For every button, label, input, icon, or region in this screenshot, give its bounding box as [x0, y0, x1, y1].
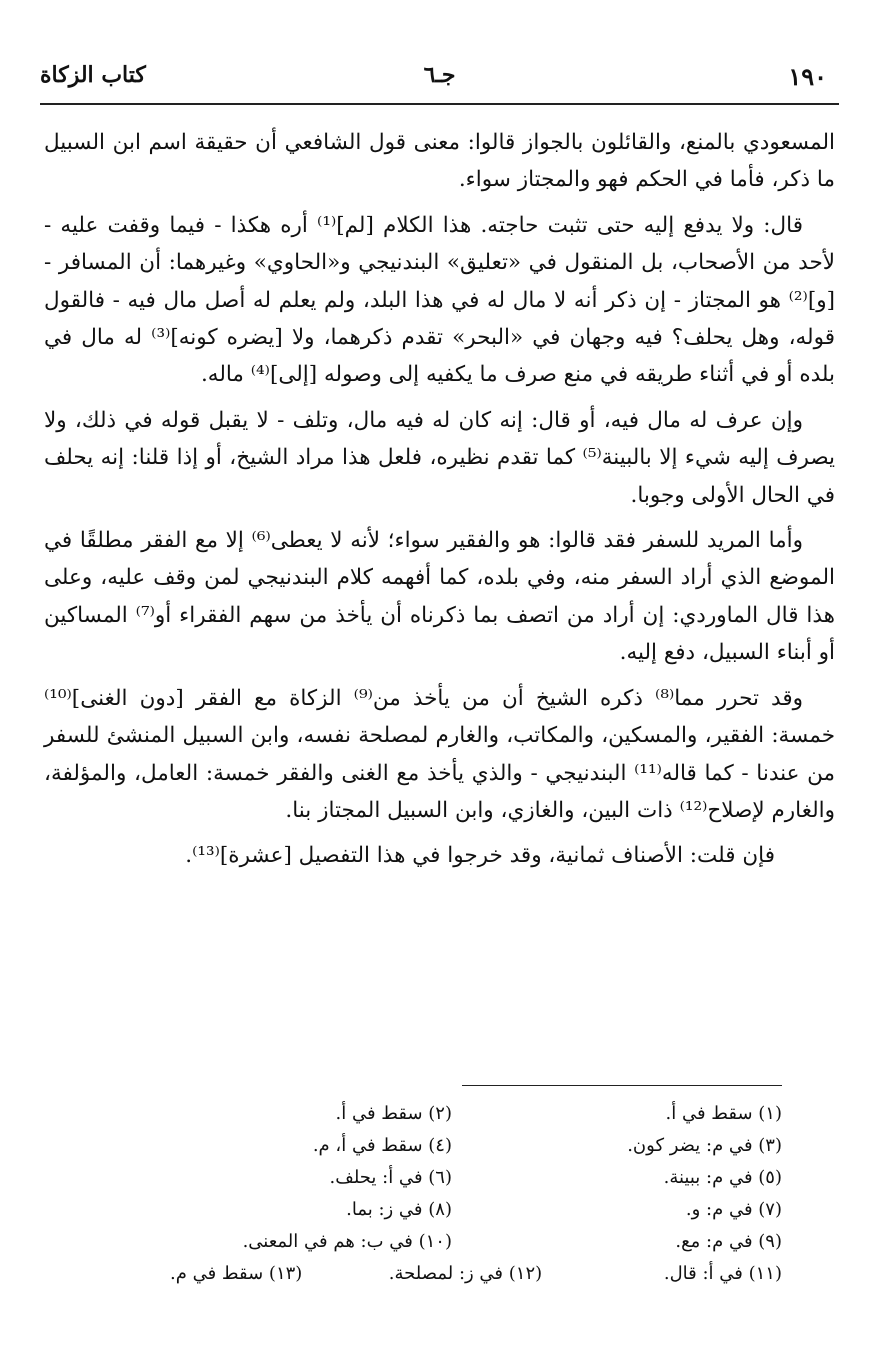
header-rule — [40, 103, 839, 105]
paragraph: وإن عرف له مال فيه، أو قال: إنه كان له فيه مال، وتلف - لا يقبل قوله في ذلك، ولا يصرف إليه شيء إلا بالبينة⁽⁵⁾ كما تقدم نظيره، فلعل هذا مراد الشيخ، أو إذا قلنا: إنه يحلف في الحال الأولى وجوبا. — [44, 407, 835, 508]
footnote: (٣) في م: يضر كون. — [627, 1135, 782, 1156]
paragraph: وقد تحرر مما⁽⁸⁾ ذكره الشيخ أن من يأخذ من⁽⁹⁾ الزكاة مع الفقر [دون الغنى]⁽¹⁰⁾ خمسة: الفقير، والمسكين، والمكاتب، والغارم لمصلحة نفسه، وابن السبيل المنشئ للسفر من عندنا - كما قاله⁽¹¹⁾ البندنيجي - والذي يأخذ مع الغنى والفقر خمسة: العامل، والمؤلفة، والغارم لإصلاح⁽¹²⁾ ذات البين، والغازي، وابن السبيل المجتاز بنا. — [44, 685, 835, 823]
footnote: (٤) سقط في أ، م. — [312, 1135, 452, 1156]
main-text — [44, 124, 835, 883]
paragraph: المسعودي بالمنع، والقائلون بالجواز قالوا: معنى قول الشافعي أن حقيقة اسم ابن السبيل ما ذكر، فأما في الحكم فهو والمجتاز سواء. — [44, 130, 835, 193]
footnote: (٨) في ز: بما. — [346, 1199, 452, 1220]
footnote-row — [170, 1098, 782, 1130]
page-number: ١٩٠ — [788, 62, 827, 91]
footnote: (٦) في أ: يحلف. — [329, 1167, 452, 1188]
page-header — [40, 62, 839, 102]
footnote: (٩) في م: مع. — [675, 1231, 782, 1252]
footnote: (٧) في م: و. — [685, 1199, 782, 1220]
footnote-row — [170, 1194, 782, 1226]
volume-label: جـ٦ — [423, 62, 456, 88]
footnote: (١٣) سقط في م. — [170, 1263, 303, 1284]
footnote: (١٢) في ز: لمصلحة. — [388, 1263, 543, 1284]
footnote: (١١) في أ: قال. — [663, 1263, 782, 1284]
paragraph: فإن قلت: الأصناف ثمانية، وقد خرجوا في هذا التفصيل [عشرة]⁽¹³⁾. — [185, 843, 775, 869]
footnote: (١) سقط في أ. — [665, 1103, 782, 1124]
footnotes — [170, 1098, 782, 1290]
footnote-row — [170, 1130, 782, 1162]
paragraph: وأما المريد للسفر فقد قالوا: هو والفقير سواء؛ لأنه لا يعطى⁽⁶⁾ إلا مع الفقر مطلقًا في الموضع الذي أراد السفر منه، وفي بلده، كما أفهمه كلام البندنيجي لمن وقف عليه، وعلى هذا قال الماوردي: إن أراد من اتصف بما ذكرناه أن يأخذ من سهم الفقراء أو⁽⁷⁾ المساكين أو أبناء السبيل، دفع إليه. — [44, 528, 835, 666]
footnote-rule — [462, 1085, 782, 1086]
paragraph: قال: ولا يدفع إليه حتى تثبت حاجته. هذا الكلام [لم]⁽¹⁾ أره هكذا - فيما وقفت عليه - لأحد من الأصحاب، بل المنقول في «تعليق» البندنيجي و«الحاوي» وغيرهما: أن المسافر - [و]⁽²⁾ هو المجتاز - إن ذكر أنه لا مال له في هذا البلد، ولم يعلم له أصل مال فيه - فالقول قوله، وهل يحلف؟ فيه وجهان في «البحر» تقدم ذكرهما، ولا [يضره كونه]⁽³⁾ له مال في بلده أو في أثناء طريقه في منع صرف ما يكفيه إلى وصوله [إلى]⁽⁴⁾ ماله. — [44, 212, 835, 388]
footnote: (٢) سقط في أ. — [335, 1103, 452, 1124]
footnote: (١٠) في ب: هم في المعنى. — [242, 1231, 452, 1252]
footnote-row — [170, 1226, 782, 1258]
footnote: (٥) في م: ببينة. — [663, 1167, 782, 1188]
footnote-row — [170, 1258, 782, 1290]
running-title: كتاب الزكاة — [40, 62, 146, 88]
footnote-row — [170, 1162, 782, 1194]
